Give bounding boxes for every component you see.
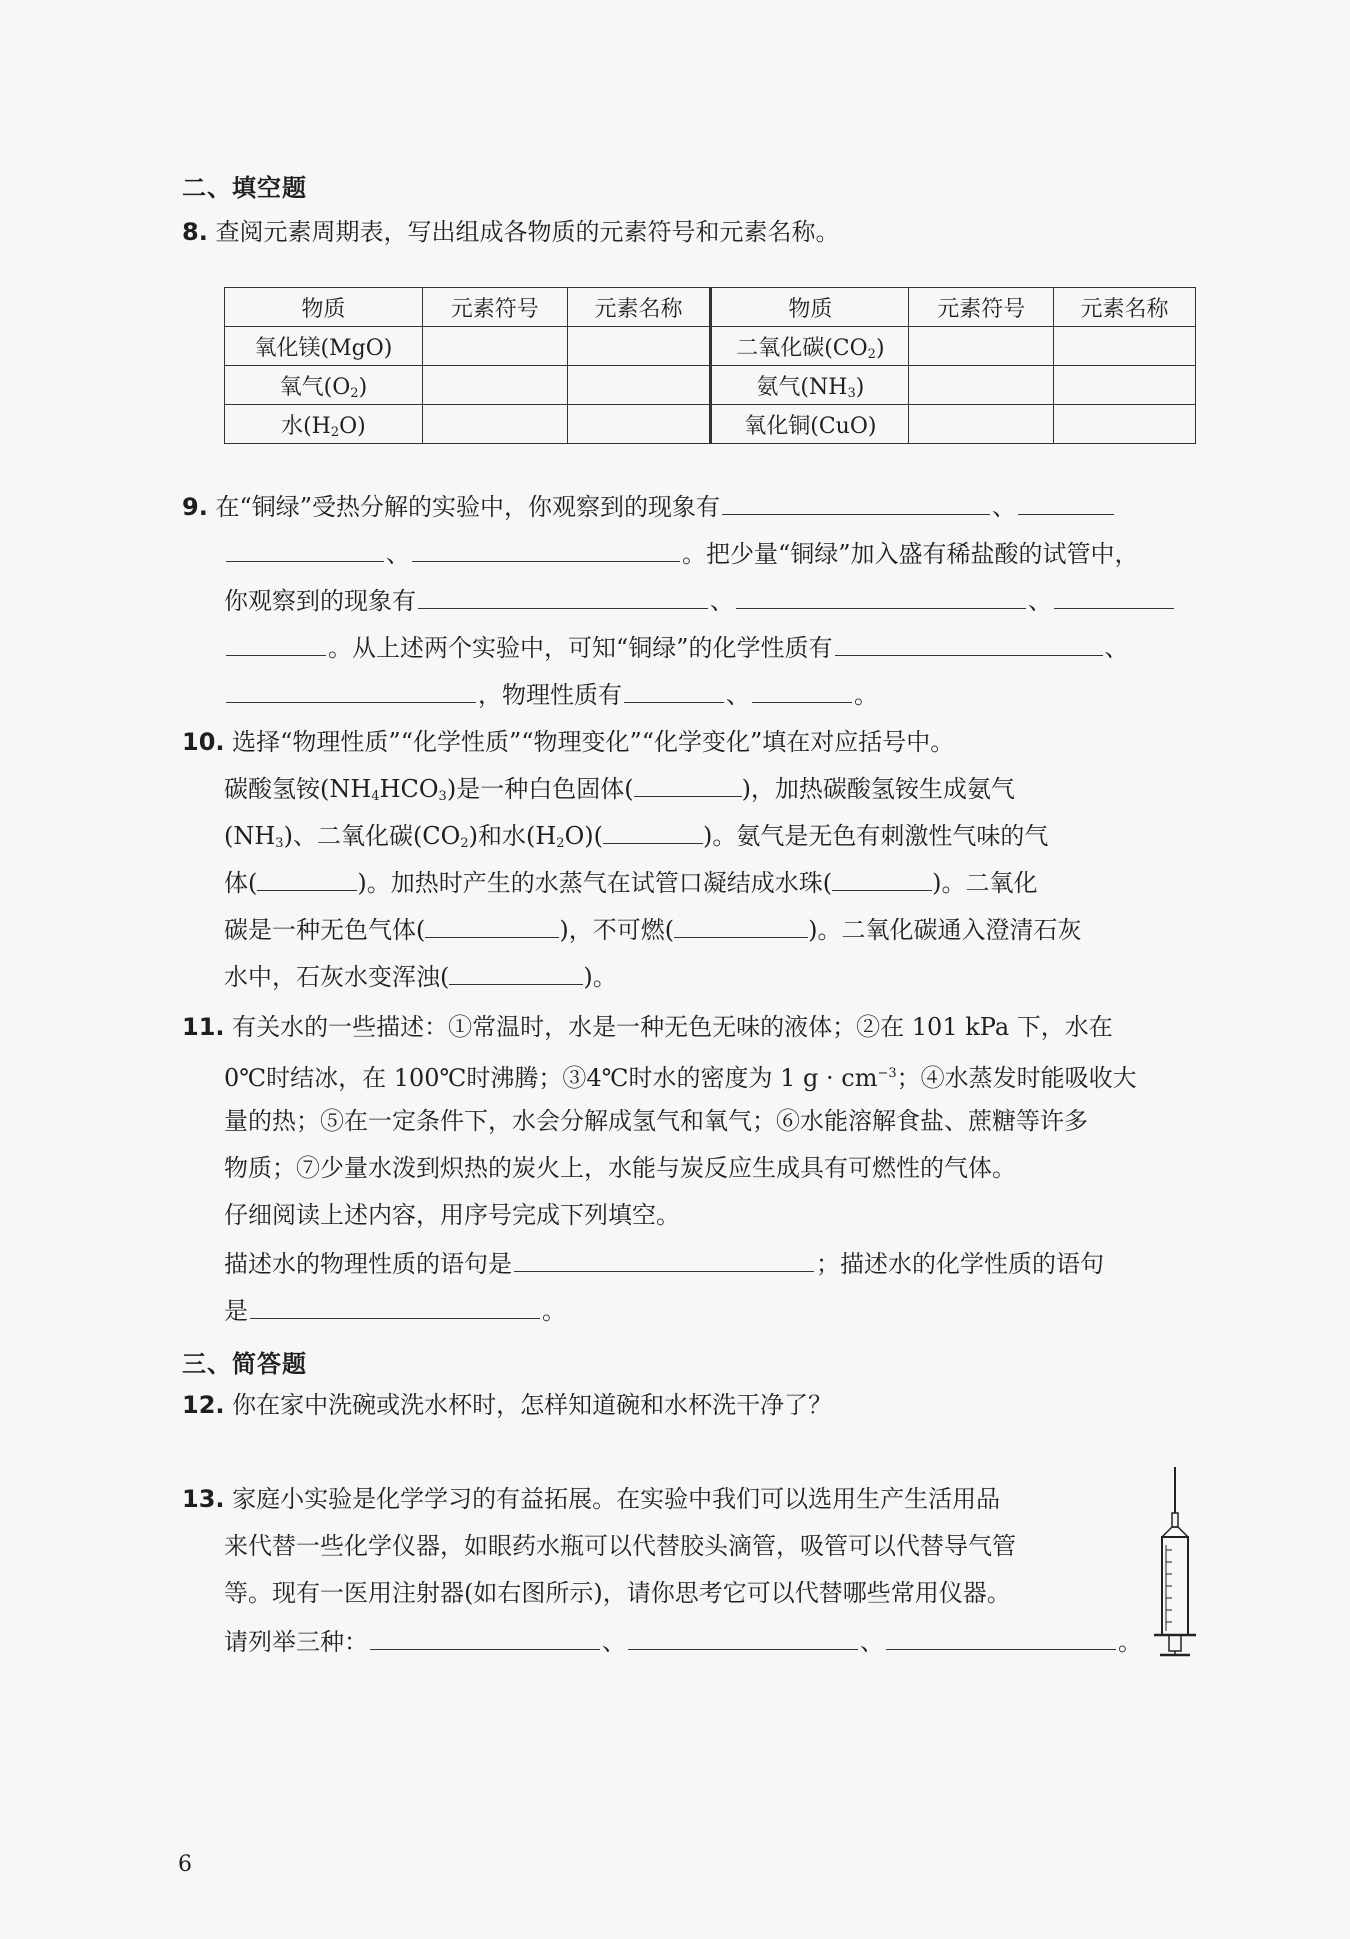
header-cell: 元素符号: [422, 288, 567, 327]
section-title-fill-blank: 二、填空题: [182, 174, 307, 202]
question-13-line-4: 请列举三种： 、 、 。: [224, 1623, 1142, 1659]
substance-cell: 氧气$(O_2)$: [225, 366, 423, 405]
question-9-line-4: 。从上述两个实验中，可知“铜绿”的化学性质有 、: [224, 629, 1129, 665]
question-11-line-5: 仔细阅读上述内容，用序号完成下列填空。: [224, 1201, 680, 1229]
substance-cell: 氨气$(NH_3)$: [711, 366, 909, 405]
question-11-line-4: 物质；⑦少量水泼到炽热的炭火上，水能与炭反应生成具有可燃性的气体。: [224, 1154, 1016, 1182]
answer-blank[interactable]: [412, 535, 680, 562]
answer-blank[interactable]: [835, 629, 1103, 656]
header-cell: 物质: [225, 288, 423, 327]
answer-cell[interactable]: [909, 327, 1054, 366]
answer-blank[interactable]: [425, 913, 559, 938]
answer-blank[interactable]: [674, 913, 808, 938]
table-row: [225, 405, 1196, 444]
answer-cell[interactable]: [567, 366, 711, 405]
question-number: 10.: [182, 728, 225, 756]
answer-cell[interactable]: [567, 327, 711, 366]
answer-cell[interactable]: [422, 405, 567, 444]
question-11-line-3: 量的热；⑤在一定条件下，水会分解成氢气和氧气；⑥水能溶解食盐、蔗糖等许多: [224, 1107, 1088, 1135]
question-12: 12. 你在家中洗碗或洗水杯时，怎样知道碗和水杯洗干净了？: [182, 1391, 833, 1419]
answer-blank[interactable]: [226, 676, 476, 703]
section-title-short-answer: 三、简答题: [182, 1350, 307, 1378]
question-11-line-2: 0℃时结冰，在 100℃时沸腾；③4℃时水的密度为 1 $g \cdot cm^{-3}$；④水蒸发时能吸收大: [224, 1064, 1137, 1092]
table-row: [225, 366, 1196, 405]
question-9-line-5: ，物理性质有 、 。: [224, 676, 878, 712]
question-11-line-1: 11. 有关水的一些描述：①常温时，水是一种无色无味的液体；②在 101 kPa 下，水在: [182, 1013, 1113, 1041]
answer-blank[interactable]: [886, 1623, 1116, 1650]
answer-blank[interactable]: [370, 1623, 600, 1650]
question-9-line-2: 、 。把少量“铜绿”加入盛有稀盐酸的试管中，: [224, 535, 1139, 571]
answer-blank[interactable]: [624, 676, 724, 703]
answer-cell[interactable]: [909, 366, 1054, 405]
question-10-line-3: 体( )。加热时产生的水蒸气在试管口凝结成水珠( )。二氧化: [224, 866, 1037, 900]
answer-cell[interactable]: [909, 405, 1054, 444]
answer-cell[interactable]: [1054, 366, 1196, 405]
syringe-icon: [1150, 1465, 1200, 1665]
substance-cell: 氧化镁(MgO): [225, 327, 423, 366]
answer-blank[interactable]: [257, 866, 357, 891]
question-number: 11.: [182, 1013, 225, 1041]
question-11-line-7: 是 。: [224, 1292, 566, 1328]
answer-blank[interactable]: [226, 629, 326, 656]
substance-cell: 水$(H_2O)$: [225, 405, 423, 444]
answer-blank[interactable]: [250, 1292, 540, 1319]
question-10-line-1: 碳酸氢铵$(NH_4HCO_3)$是一种白色固体( )，加热碳酸氢铵生成氨气: [224, 772, 1015, 814]
header-cell: 元素符号: [909, 288, 1054, 327]
page-number: 6: [178, 1852, 192, 1877]
question-stem: 查阅元素周期表，写出组成各物质的元素符号和元素名称。: [215, 218, 840, 246]
answer-blank[interactable]: [736, 582, 1026, 609]
answer-blank[interactable]: [634, 772, 742, 797]
question-10-line-4: 碳是一种无色气体( )，不可燃( )。二氧化碳通入澄清石灰: [224, 913, 1081, 947]
question-number: 12.: [182, 1391, 225, 1419]
question-13-line-2: 来代替一些化学仪器，如眼药水瓶可以代替胶头滴管，吸管可以代替导气管: [224, 1532, 1016, 1560]
header-cell: 元素名称: [1054, 288, 1196, 327]
answer-blank[interactable]: [722, 488, 990, 515]
answer-cell[interactable]: [422, 366, 567, 405]
answer-cell[interactable]: [1054, 327, 1196, 366]
answer-blank[interactable]: [832, 866, 932, 891]
question-13-line-1: 13. 家庭小实验是化学学习的有益拓展。在实验中我们可以选用生产生活用品: [182, 1485, 1001, 1513]
header-cell: 元素名称: [567, 288, 711, 327]
question-10-line-5: 水中，石灰水变浑浊( )。: [224, 960, 617, 994]
element-table: [224, 287, 1196, 444]
answer-blank[interactable]: [418, 582, 708, 609]
answer-blank[interactable]: [226, 535, 384, 562]
answer-blank[interactable]: [514, 1245, 814, 1272]
question-10-line-2: $(NH_3)$、二氧化碳$(CO_2)$和水$(H_2O)$( )。氨气是无色有刺激性气味的气: [224, 819, 1048, 861]
answer-cell[interactable]: [567, 405, 711, 444]
question-8: [182, 215, 839, 249]
header-cell: 物质: [711, 288, 909, 327]
answer-blank[interactable]: [628, 1623, 858, 1650]
question-9-line-1: 9. 在“铜绿”受热分解的实验中，你观察到的现象有 、: [182, 488, 1116, 524]
question-10-stem: 10. 选择“物理性质”“化学性质”“物理变化”“化学变化”填在对应括号中。: [182, 728, 955, 756]
question-number: 8.: [182, 218, 208, 246]
answer-blank[interactable]: [603, 819, 703, 844]
question-13-line-3: 等。现有一医用注射器(如右图所示)，请你思考它可以代替哪些常用仪器。: [224, 1579, 1011, 1607]
substance-cell: 二氧化碳$(CO_2)$: [711, 327, 909, 366]
question-number: 9.: [182, 493, 208, 521]
answer-blank[interactable]: [1018, 488, 1114, 515]
answer-blank[interactable]: [752, 676, 852, 703]
question-number: 13.: [182, 1485, 225, 1513]
answer-blank[interactable]: [1054, 582, 1174, 609]
table-header-row: [225, 288, 1196, 327]
answer-cell[interactable]: [422, 327, 567, 366]
answer-blank[interactable]: [449, 960, 583, 985]
question-9-line-3: 你观察到的现象有 、 、: [224, 582, 1176, 618]
answer-cell[interactable]: [1054, 405, 1196, 444]
substance-cell: 氧化铜(CuO): [711, 405, 909, 444]
table-row: [225, 327, 1196, 366]
question-11-line-6: 描述水的物理性质的语句是 ；描述水的化学性质的语句: [224, 1245, 1104, 1281]
